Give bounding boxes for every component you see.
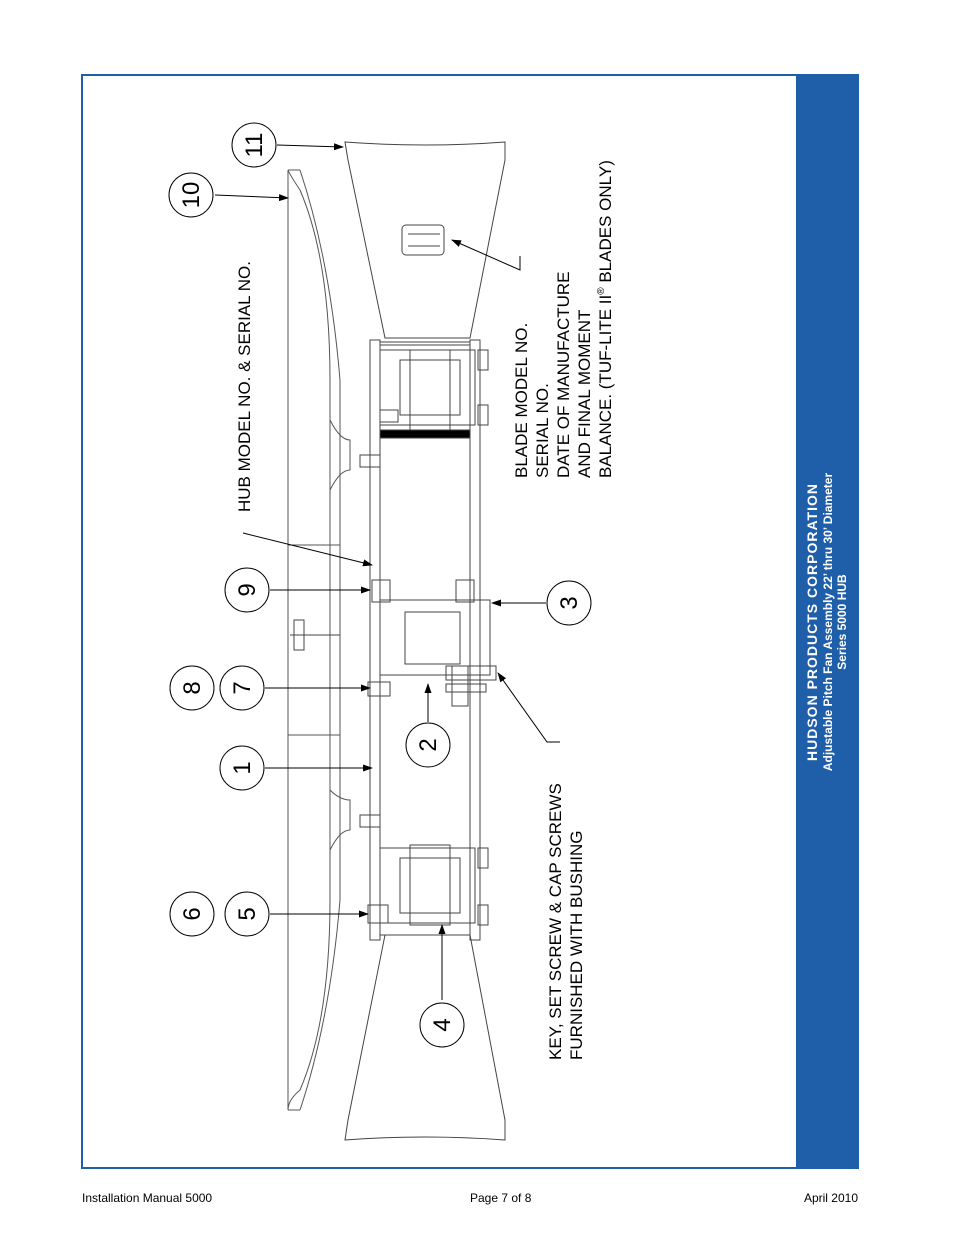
callout-7: 7 bbox=[229, 681, 256, 695]
callout-4: 4 bbox=[429, 1018, 456, 1032]
center-bushing bbox=[290, 600, 496, 692]
blade-note-line-5-start: BALANCE. (TUF-LITE II bbox=[596, 294, 615, 478]
footer-page-number: Page 7 of 8 bbox=[470, 1191, 532, 1205]
registered-mark: ® bbox=[596, 287, 607, 295]
callout-8: 8 bbox=[179, 681, 206, 695]
blade-upper bbox=[345, 142, 505, 338]
footer-manual-name: Installation Manual 5000 bbox=[82, 1191, 213, 1205]
callout-3: 3 bbox=[556, 596, 583, 610]
blade-note-line-2: SERIAL NO. bbox=[533, 383, 552, 478]
key-note-line-2: FURNISHED WITH BUSHING bbox=[567, 830, 586, 1060]
assembly-title: Adjustable Pitch Fan Assembly 22’ thru 30’ Diameter bbox=[821, 472, 836, 772]
blade-note-line-3: DATE OF MANUFACTURE bbox=[554, 271, 573, 478]
series-name: Series 5000 HUB bbox=[835, 574, 850, 670]
callout-6: 6 bbox=[179, 907, 206, 921]
callout-10: 10 bbox=[178, 181, 205, 209]
leader-lines bbox=[215, 145, 560, 1000]
company-name: HUDSON PRODUCTS CORPORATION bbox=[804, 483, 821, 761]
callout-5: 5 bbox=[234, 907, 261, 921]
blade-note-line-5 bbox=[596, 160, 615, 478]
blade-clamp-upper bbox=[380, 342, 488, 438]
key-note-line-1: KEY, SET SCREW & CAP SCREWS bbox=[546, 783, 565, 1060]
blade-note-line-1: BLADE MODEL NO. bbox=[512, 322, 531, 478]
blade-note-line-5-end: BLADES ONLY) bbox=[596, 160, 615, 288]
callout-11: 11 bbox=[241, 132, 268, 158]
bolts bbox=[360, 455, 468, 827]
fan-ring bbox=[288, 170, 350, 1110]
blade-note-line-4: AND FINAL MOMENT bbox=[575, 309, 594, 478]
callout-2: 2 bbox=[415, 738, 442, 752]
callout-1: 1 bbox=[229, 761, 256, 775]
hub-note: HUB MODEL NO. & SERIAL NO. bbox=[235, 261, 254, 512]
callout-9: 9 bbox=[234, 583, 261, 597]
footer-date: April 2010 bbox=[803, 1191, 858, 1205]
